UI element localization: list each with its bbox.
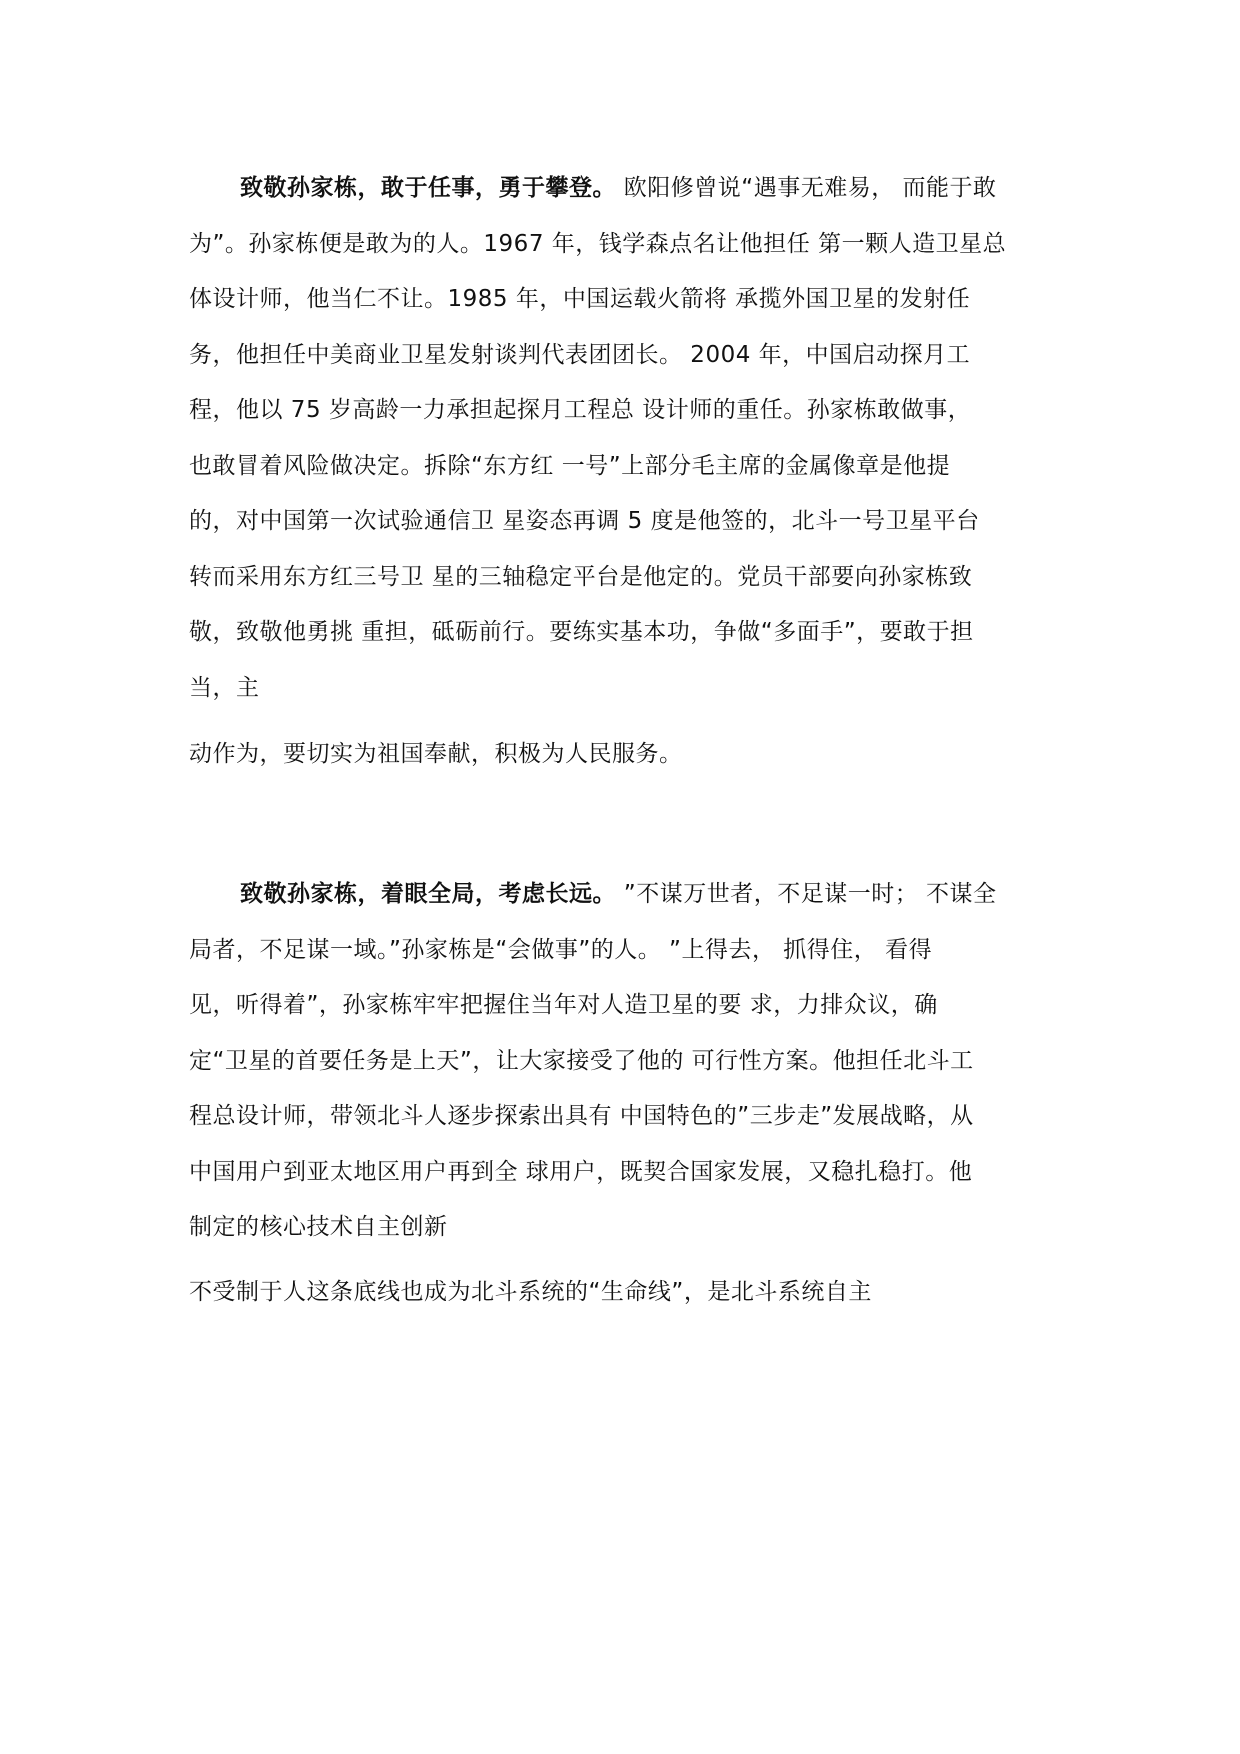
paragraph-1-line-9: 敬，致敬他勇挑 重担，砥砺前行。要练实基本功，争做“多面手”，要敢于担 — [189, 619, 974, 645]
paragraph-1-line-5: 程，他以 75 岁高龄一力承担起探月工程总 设计师的重任。孙家栋敢做事， — [189, 397, 972, 423]
paragraph-1-lead: 致敬孙家栋，敢于任事，勇于攀登。 — [240, 175, 616, 201]
paragraph-2-line-7: 制定的核心技术自主创新 — [189, 1214, 448, 1240]
paragraph-2-line-6: 中国用户到亚太地区用户再到全 球用户，既契合国家发展，又稳扎稳打。他 — [189, 1159, 973, 1185]
paragraph-2-line-5: 程总设计师，带领北斗人逐步探索出具有 中国特色的”三步走”发展战略，从 — [189, 1103, 974, 1129]
paragraph-2-line-4: 定“卫星的首要任务是上天”，让大家接受了他的 可行性方案。他担任北斗工 — [189, 1048, 974, 1074]
paragraph-1-line-11: 动作为，要切实为祖国奉献，积极为人民服务。 — [189, 741, 683, 767]
paragraph-1-line-7: 的，对中国第一次试验通信卫 星姿态再调 5 度是他签的，北斗一号卫星平台 — [189, 508, 980, 534]
paragraph-1-line-4: 务，他担任中美商业卫星发射谈判代表团团长。 2004 年，中国启动探月工 — [189, 342, 971, 368]
paragraph-2-line-1 — [240, 878, 997, 910]
paragraph-2-text: ”不谋万世者，不足谋一时； 不谋全 — [616, 881, 997, 907]
paragraph-2-line-3: 见，听得着”，孙家栋牢牢把握住当年对人造卫星的要 求，力排众议，确 — [189, 992, 938, 1018]
paragraph-1-line-3: 体设计师，他当仁不让。1985 年，中国运载火箭将 承揽外国卫星的发射任 — [189, 286, 971, 312]
paragraph-2-line-2: 局者，不足谋一域。”孙家栋是“会做事”的人。 ”上得去， 抓得住， 看得 — [189, 937, 933, 963]
paragraph-1-line-6: 也敢冒着风险做决定。拆除“东方红 一号”上部分毛主席的金属像章是他提 — [189, 453, 951, 479]
paragraph-1-line-2: 为”。孙家栋便是敢为的人。1967 年，钱学森点名让他担任 第一颗人造卫星总 — [189, 231, 1007, 257]
paragraph-1-line-8: 转而采用东方红三号卫 星的三轴稳定平台是他定的。党员干部要向孙家栋致 — [189, 564, 973, 590]
paragraph-1-line-1 — [240, 172, 997, 204]
paragraph-2-line-8: 不受制于人这条底线也成为北斗系统的“生命线”，是北斗系统自主 — [189, 1279, 872, 1305]
paragraph-2-lead: 致敬孙家栋，着眼全局，考虑长远。 — [240, 881, 616, 907]
paragraph-1-text: 欧阳修曾说“遇事无难易， 而能于敢 — [616, 175, 997, 201]
paragraph-1-line-10: 当，主 — [189, 675, 260, 701]
